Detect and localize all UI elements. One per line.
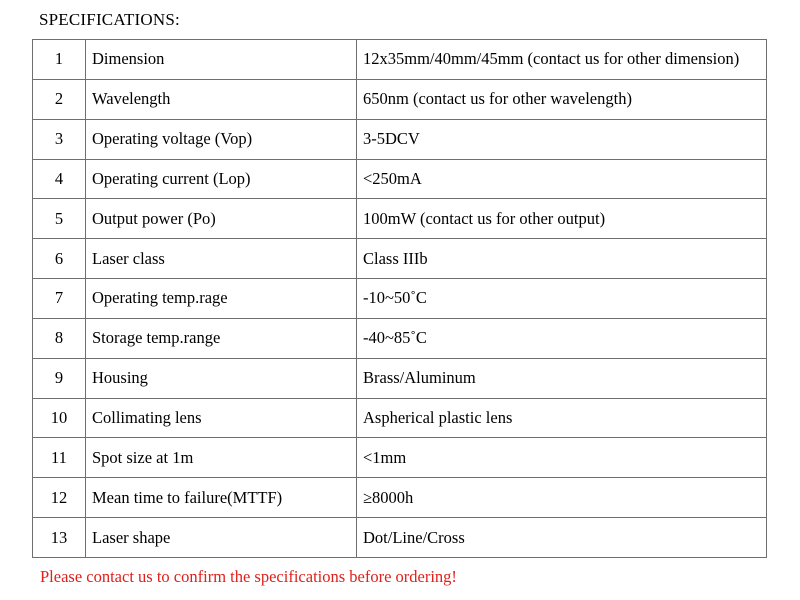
parameter-value: Dot/Line/Cross (357, 518, 767, 558)
parameter-name: Spot size at 1m (86, 438, 357, 478)
parameter-value: 650nm (contact us for other wavelength) (357, 79, 767, 119)
table-row (33, 518, 767, 558)
table-row (33, 318, 767, 358)
row-number: 6 (33, 239, 86, 279)
row-number: 11 (33, 438, 86, 478)
row-number: 2 (33, 79, 86, 119)
parameter-name: Collimating lens (86, 398, 357, 438)
parameter-name: Housing (86, 358, 357, 398)
parameter-name: Dimension (86, 40, 357, 80)
table-row (33, 398, 767, 438)
parameter-value: -10~50˚C (357, 279, 767, 319)
table-row (33, 438, 767, 478)
parameter-value: <250mA (357, 159, 767, 199)
table-row (33, 40, 767, 80)
parameter-value: <1mm (357, 438, 767, 478)
parameter-name: Operating temp.rage (86, 279, 357, 319)
parameter-value: -40~85˚C (357, 318, 767, 358)
table-row (33, 478, 767, 518)
table-row (33, 199, 767, 239)
table-row (33, 358, 767, 398)
parameter-name: Wavelength (86, 79, 357, 119)
table-row (33, 119, 767, 159)
parameter-name: Mean time to failure(MTTF) (86, 478, 357, 518)
table-row (33, 79, 767, 119)
parameter-name: Laser shape (86, 518, 357, 558)
row-number: 4 (33, 159, 86, 199)
parameter-value: 3-5DCV (357, 119, 767, 159)
parameter-value: Brass/Aluminum (357, 358, 767, 398)
row-number: 1 (33, 40, 86, 80)
parameter-value: 12x35mm/40mm/45mm (contact us for other dimension) (357, 40, 767, 80)
specifications-table (32, 39, 767, 558)
parameter-name: Storage temp.range (86, 318, 357, 358)
table-row (33, 159, 767, 199)
row-number: 3 (33, 119, 86, 159)
parameter-name: Operating voltage (Vop) (86, 119, 357, 159)
row-number: 10 (33, 398, 86, 438)
specifications-table-body (33, 40, 767, 558)
order-note: Please contact us to confirm the specifications before ordering! (40, 567, 457, 586)
row-number: 7 (33, 279, 86, 319)
parameter-name: Laser class (86, 239, 357, 279)
parameter-value: Aspherical plastic lens (357, 398, 767, 438)
parameter-name: Operating current (Lop) (86, 159, 357, 199)
row-number: 9 (33, 358, 86, 398)
parameter-value: ≥8000h (357, 478, 767, 518)
specifications-heading: SPECIFICATIONS: (39, 10, 180, 29)
table-row (33, 239, 767, 279)
parameter-value: 100mW (contact us for other output) (357, 199, 767, 239)
table-row (33, 279, 767, 319)
row-number: 13 (33, 518, 86, 558)
parameter-name: Output power (Po) (86, 199, 357, 239)
parameter-value: Class IIIb (357, 239, 767, 279)
row-number: 12 (33, 478, 86, 518)
row-number: 5 (33, 199, 86, 239)
row-number: 8 (33, 318, 86, 358)
